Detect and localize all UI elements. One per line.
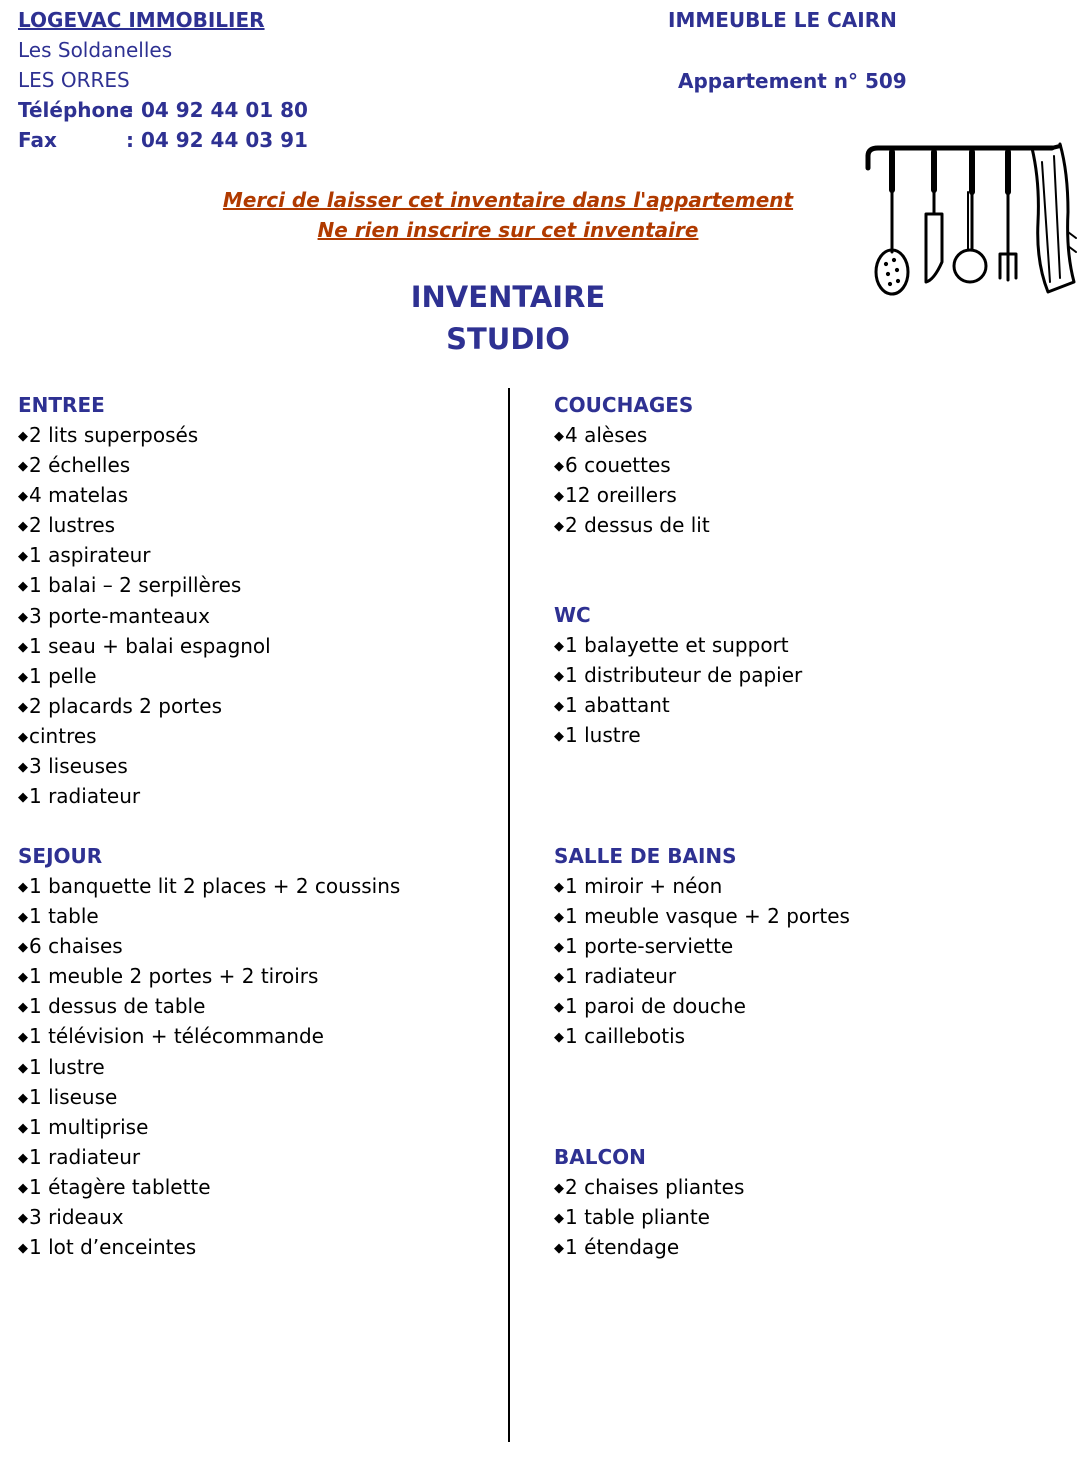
list-item bbox=[18, 570, 271, 600]
bullet-icon: ◆ bbox=[18, 940, 28, 956]
bullet-icon: ◆ bbox=[18, 669, 28, 685]
page-subtitle: STUDIO bbox=[446, 322, 570, 356]
list-item bbox=[18, 420, 271, 450]
list-item bbox=[554, 871, 850, 901]
list-item bbox=[18, 901, 400, 931]
item-label: 2 chaises pliantes bbox=[565, 1175, 745, 1199]
bullet-icon: ◆ bbox=[554, 940, 564, 956]
item-label: 4 alèses bbox=[565, 423, 648, 447]
bullet-icon: ◆ bbox=[18, 639, 28, 655]
section-wc bbox=[554, 600, 802, 750]
item-label: 1 lustre bbox=[565, 723, 641, 748]
item-label: 3 rideaux bbox=[29, 1205, 124, 1230]
bullet-icon: ◆ bbox=[18, 429, 28, 444]
item-list bbox=[554, 420, 710, 540]
section-title: WC bbox=[554, 603, 591, 627]
bullet-icon: ◆ bbox=[554, 489, 564, 505]
item-label: 1 lot d’enceintes bbox=[29, 1235, 197, 1260]
list-item bbox=[554, 630, 802, 660]
item-label: 1 liseuse bbox=[29, 1084, 118, 1109]
item-list bbox=[554, 1172, 744, 1262]
item-label: 3 porte-manteaux bbox=[29, 603, 210, 628]
section-title: COUCHAGES bbox=[554, 393, 694, 417]
fax-label: Fax bbox=[18, 128, 57, 152]
item-label: 1 banquette lit 2 places + 2 coussins bbox=[29, 874, 401, 898]
section-title: ENTREE bbox=[18, 393, 105, 417]
item-label: 1 aspirateur bbox=[29, 543, 151, 568]
item-label: 1 abattant bbox=[565, 693, 670, 718]
item-label: 1 radiateur bbox=[565, 964, 677, 989]
list-item bbox=[18, 661, 271, 691]
bullet-icon: ◆ bbox=[18, 1211, 28, 1227]
list-item bbox=[554, 931, 850, 961]
list-item bbox=[18, 691, 271, 721]
item-label: 1 seau + balai espagnol bbox=[29, 633, 271, 658]
list-item bbox=[18, 1202, 400, 1232]
agency-address-line2: LES ORRES bbox=[18, 68, 130, 92]
item-label: 2 lustres bbox=[29, 513, 116, 538]
building-name: IMMEUBLE LE CAIRN bbox=[668, 8, 897, 32]
item-label: 2 échelles bbox=[29, 453, 131, 478]
list-item bbox=[18, 1021, 400, 1051]
bullet-icon: ◆ bbox=[18, 579, 28, 595]
bullet-icon: ◆ bbox=[18, 729, 28, 745]
section-title: SEJOUR bbox=[18, 844, 103, 868]
item-label: 6 couettes bbox=[565, 453, 671, 478]
list-item bbox=[554, 420, 710, 450]
bullet-icon: ◆ bbox=[18, 519, 28, 535]
list-item bbox=[554, 901, 850, 931]
list-item bbox=[554, 991, 850, 1021]
section-title: SALLE DE BAINS bbox=[554, 844, 737, 868]
list-item bbox=[554, 510, 710, 540]
bullet-icon: ◆ bbox=[554, 729, 564, 745]
item-label: 1 télévision + télécommande bbox=[29, 1024, 324, 1049]
item-label: 1 étendage bbox=[565, 1235, 680, 1260]
notice-leave-inventory: Merci de laisser cet inventaire dans l'appartement bbox=[222, 188, 794, 212]
list-item bbox=[18, 961, 400, 991]
agency-address-line1: Les Soldanelles bbox=[18, 38, 173, 62]
item-list bbox=[18, 871, 400, 1262]
list-item bbox=[554, 690, 802, 720]
item-label: 2 placards 2 portes bbox=[29, 693, 222, 718]
notice-do-not-write: Ne rien inscrire sur cet inventaire bbox=[317, 218, 699, 242]
bullet-icon: ◆ bbox=[18, 970, 28, 986]
item-label: 1 radiateur bbox=[29, 784, 141, 809]
section-entree bbox=[18, 390, 271, 811]
bullet-icon: ◆ bbox=[554, 639, 564, 654]
list-item bbox=[554, 1172, 744, 1202]
item-label: 1 paroi de douche bbox=[565, 994, 746, 1019]
bullet-icon: ◆ bbox=[554, 1241, 564, 1257]
list-item bbox=[18, 991, 400, 1021]
bullet-icon: ◆ bbox=[554, 669, 564, 685]
list-item bbox=[18, 540, 271, 570]
list-item bbox=[18, 1232, 400, 1262]
bullet-icon: ◆ bbox=[18, 1090, 28, 1106]
bullet-icon: ◆ bbox=[554, 1000, 564, 1016]
page-title: INVENTAIRE bbox=[410, 280, 606, 314]
section-balcon bbox=[554, 1142, 744, 1262]
bullet-icon: ◆ bbox=[554, 880, 564, 895]
kitchen-utensils-icon bbox=[862, 142, 1080, 300]
item-label: 12 oreillers bbox=[565, 483, 677, 508]
bullet-icon: ◆ bbox=[18, 790, 28, 806]
bullet-icon: ◆ bbox=[554, 459, 564, 475]
bullet-icon: ◆ bbox=[18, 910, 28, 926]
list-item bbox=[18, 450, 271, 480]
list-item bbox=[554, 961, 850, 991]
item-label: cintres bbox=[29, 723, 97, 748]
bullet-icon: ◆ bbox=[18, 549, 28, 565]
bullet-icon: ◆ bbox=[554, 699, 564, 715]
item-label: 2 lits superposés bbox=[29, 423, 199, 447]
agency-name: LOGEVAC IMMOBILIER bbox=[18, 8, 265, 32]
list-item bbox=[18, 781, 271, 811]
item-label: 1 distributeur de papier bbox=[565, 663, 803, 688]
item-label: 3 liseuses bbox=[29, 754, 128, 779]
bullet-icon: ◆ bbox=[554, 429, 564, 444]
list-item bbox=[18, 1112, 400, 1142]
list-item bbox=[554, 450, 710, 480]
item-list bbox=[18, 420, 271, 811]
item-label: 4 matelas bbox=[29, 483, 129, 508]
bullet-icon: ◆ bbox=[18, 1060, 28, 1076]
list-item bbox=[18, 1082, 400, 1112]
item-label: 1 dessus de table bbox=[29, 994, 206, 1019]
bullet-icon: ◆ bbox=[554, 1030, 564, 1046]
section-sejour bbox=[18, 841, 400, 1262]
list-item bbox=[18, 1142, 400, 1172]
section-couchages bbox=[554, 390, 710, 540]
phone-number: : 04 92 44 01 80 bbox=[126, 98, 308, 122]
section-title: BALCON bbox=[554, 1145, 646, 1169]
list-item bbox=[554, 1232, 744, 1262]
item-label: 1 porte-serviette bbox=[565, 934, 734, 959]
item-label: 1 étagère tablette bbox=[29, 1174, 211, 1199]
bullet-icon: ◆ bbox=[18, 760, 28, 776]
bullet-icon: ◆ bbox=[18, 1150, 28, 1166]
phone-row bbox=[18, 98, 308, 122]
item-label: 1 balayette et support bbox=[565, 633, 789, 657]
list-item bbox=[18, 721, 271, 751]
item-label: 1 multiprise bbox=[29, 1114, 149, 1139]
bullet-icon: ◆ bbox=[554, 1211, 564, 1227]
fax-row bbox=[18, 128, 308, 152]
item-list bbox=[554, 630, 802, 750]
list-item bbox=[18, 601, 271, 631]
list-item bbox=[18, 931, 400, 961]
list-item bbox=[554, 480, 710, 510]
bullet-icon: ◆ bbox=[18, 1180, 28, 1196]
item-label: 1 table pliante bbox=[565, 1205, 710, 1230]
list-item bbox=[18, 1052, 400, 1082]
bullet-icon: ◆ bbox=[18, 609, 28, 625]
bullet-icon: ◆ bbox=[18, 1241, 28, 1257]
bullet-icon: ◆ bbox=[18, 1120, 28, 1136]
item-label: 1 caillebotis bbox=[565, 1024, 686, 1049]
apartment-number: Appartement n° 509 bbox=[678, 69, 907, 93]
section-salle-de-bains bbox=[554, 841, 850, 1052]
list-item bbox=[18, 751, 271, 781]
bullet-icon: ◆ bbox=[18, 880, 28, 895]
item-list bbox=[554, 871, 850, 1052]
phone-label: Téléphone bbox=[18, 98, 134, 122]
bullet-icon: ◆ bbox=[18, 699, 28, 715]
list-item bbox=[554, 1021, 850, 1051]
item-label: 6 chaises bbox=[29, 934, 123, 959]
list-item bbox=[554, 720, 802, 750]
item-label: 1 radiateur bbox=[29, 1144, 141, 1169]
bullet-icon: ◆ bbox=[18, 1030, 28, 1046]
item-label: 1 pelle bbox=[29, 663, 97, 688]
list-item bbox=[554, 1202, 744, 1232]
bullet-icon: ◆ bbox=[18, 489, 28, 505]
fax-number: : 04 92 44 03 91 bbox=[126, 128, 308, 152]
item-label: 1 balai – 2 serpillères bbox=[29, 573, 242, 598]
list-item bbox=[554, 660, 802, 690]
bullet-icon: ◆ bbox=[18, 459, 28, 475]
list-item bbox=[18, 871, 400, 901]
bullet-icon: ◆ bbox=[554, 970, 564, 986]
bullet-icon: ◆ bbox=[554, 519, 564, 535]
column-divider bbox=[508, 388, 510, 1442]
item-label: 1 meuble 2 portes + 2 tiroirs bbox=[29, 964, 319, 989]
bullet-icon: ◆ bbox=[18, 1000, 28, 1016]
item-label: 1 meuble vasque + 2 portes bbox=[565, 904, 850, 929]
list-item bbox=[18, 631, 271, 661]
bullet-icon: ◆ bbox=[554, 910, 564, 926]
item-label: 1 table bbox=[29, 904, 99, 929]
item-label: 1 lustre bbox=[29, 1054, 105, 1079]
item-label: 1 miroir + néon bbox=[565, 874, 723, 898]
item-label: 2 dessus de lit bbox=[565, 513, 710, 538]
list-item bbox=[18, 1172, 400, 1202]
list-item bbox=[18, 510, 271, 540]
bullet-icon: ◆ bbox=[554, 1181, 564, 1196]
list-item bbox=[18, 480, 271, 510]
